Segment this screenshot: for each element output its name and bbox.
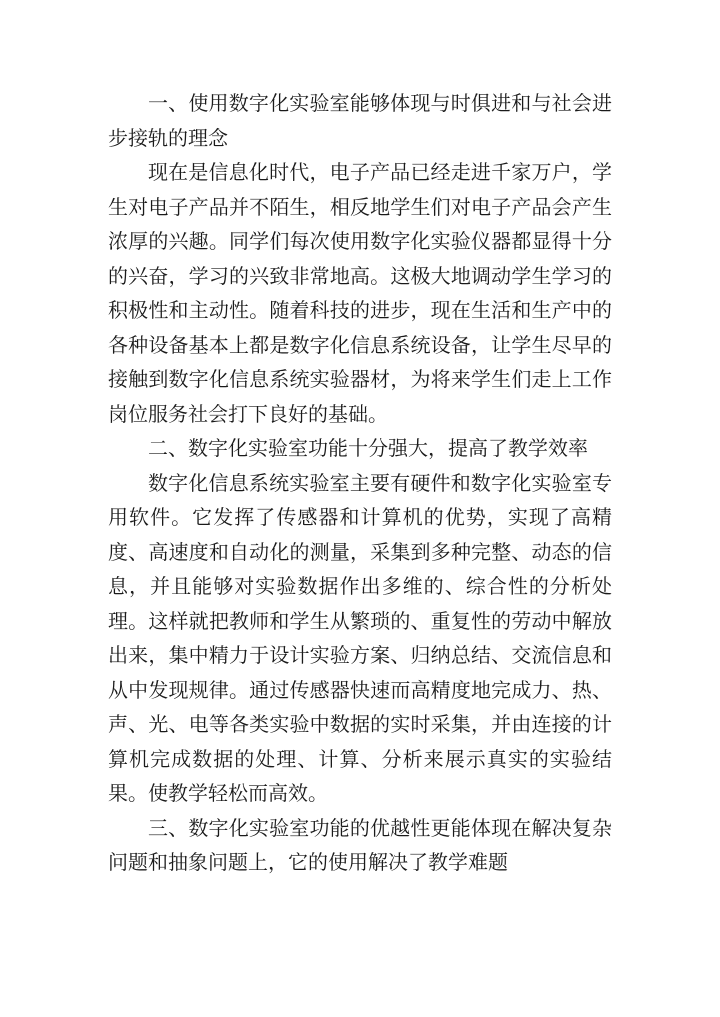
paragraph-1: 现在是信息化时代，电子产品已经走进千家万户，学生对电子产品并不陌生，相反地学生们对电子产品会产生浓厚的兴趣。同学们每次使用数字化实验仪器都显得十分的兴奋，学习的兴致非常地高。这极大地调动学生学习的积极性和主动性。随着科技的进步，现在生活和生产中的各种设备基本上都是数字化信息系统设备，让学生尽早的接触到数字化信息系统实验器材，为将来学生们走上工作岗位服务社会打下良好的基础。 — [108, 160, 612, 426]
section-heading-3: 三、数字化实验室功能的优越性更能体现在解决复杂问题和抽象问题上，它的使用解决了教学难题 — [108, 815, 612, 874]
document-body — [108, 86, 612, 880]
section-heading-1: 一、使用数字化实验室能够体现与时俱进和与社会进步接轨的理念 — [108, 91, 612, 150]
paragraph-2: 数字化信息系统实验室主要有硬件和数字化实验室专用软件。它发挥了传感器和计算机的优势，实现了高精度、高速度和自动化的测量，采集到多种完整、动态的信息，并且能够对实验数据作出多维的、综合性的分析处理。这样就把教师和学生从繁琐的、重复性的劳动中解放出来，集中精力于设计实验方案、归纳总结、交流信息和从中发现规律。通过传感器快速而高精度地完成力、热、声、光、电等各类实验中数据的实时采集，并由连接的计算机完成数据的处理、计算、分析来展示真实的实验结果。使教学轻松而高效。 — [108, 470, 612, 805]
section-heading-2: 二、数字化实验室功能十分强大，提高了教学效率 — [148, 436, 588, 460]
